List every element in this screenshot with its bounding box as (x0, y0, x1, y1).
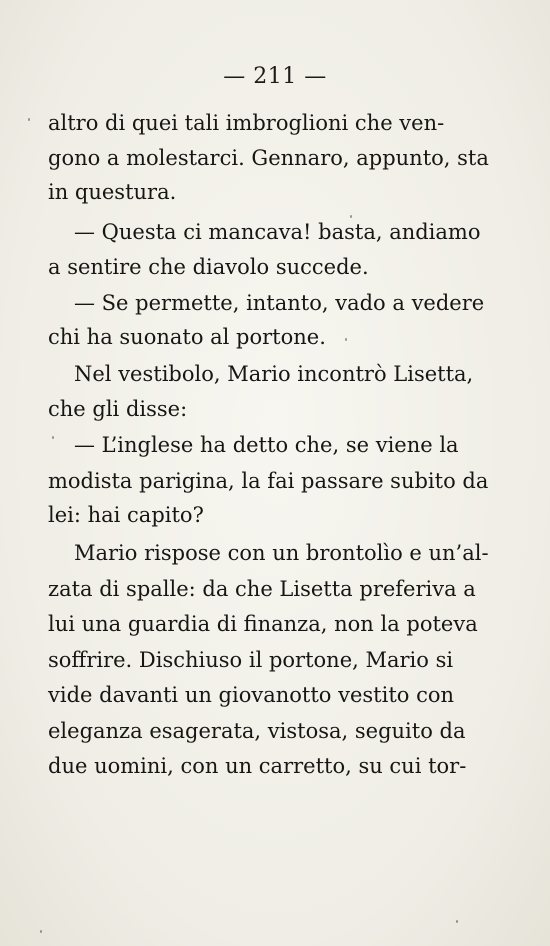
paper-speck (345, 338, 347, 341)
text-line-2: gono a molestarci. Gennaro, appunto, sta (48, 146, 489, 170)
text-line-10: — L’inglese ha detto che, se viene la (74, 433, 459, 457)
paper-speck (350, 215, 352, 218)
paper-speck (28, 118, 30, 121)
text-line-1: altro di quei tali imbroglioni che ven- (48, 111, 445, 135)
text-line-13: Mario rispose con un brontolìo e un’al- (74, 541, 489, 565)
text-line-4: — Questa ci mancava! basta, andiamo (74, 220, 481, 244)
text-line-18: eleganza esagerata, vistosa, seguito da (48, 719, 466, 743)
text-line-14: zata di spalle: da che Lisetta preferiva a (48, 577, 476, 601)
paper-speck (40, 930, 42, 933)
text-line-17: vide davanti un giovanotto vestito con (48, 683, 455, 707)
text-line-9: che gli disse: (48, 397, 188, 421)
paper-speck (456, 920, 458, 923)
text-line-15: lui una guardia di finanza, non la poteva (48, 612, 478, 636)
text-line-12: lei: hai capito? (48, 503, 204, 527)
text-line-19: due uomini, con un carretto, su cui tor- (48, 754, 467, 778)
text-line-5: a sentire che diavolo succede. (48, 255, 369, 279)
text-line-3: in questura. (48, 180, 177, 204)
paper-speck (52, 436, 54, 439)
text-line-11: modista parigina, la fai passare subito da (48, 469, 489, 493)
text-line-6: — Se permette, intanto, vado a vedere (74, 291, 485, 315)
text-line-7: chi ha suonato al portone. (48, 325, 326, 349)
text-line-8: Nel vestibolo, Mario incontrò Lisetta, (74, 362, 474, 386)
text-line-16: soffrire. Dischiuso il portone, Mario si (48, 648, 454, 672)
page-number: — 211 — (223, 64, 327, 89)
